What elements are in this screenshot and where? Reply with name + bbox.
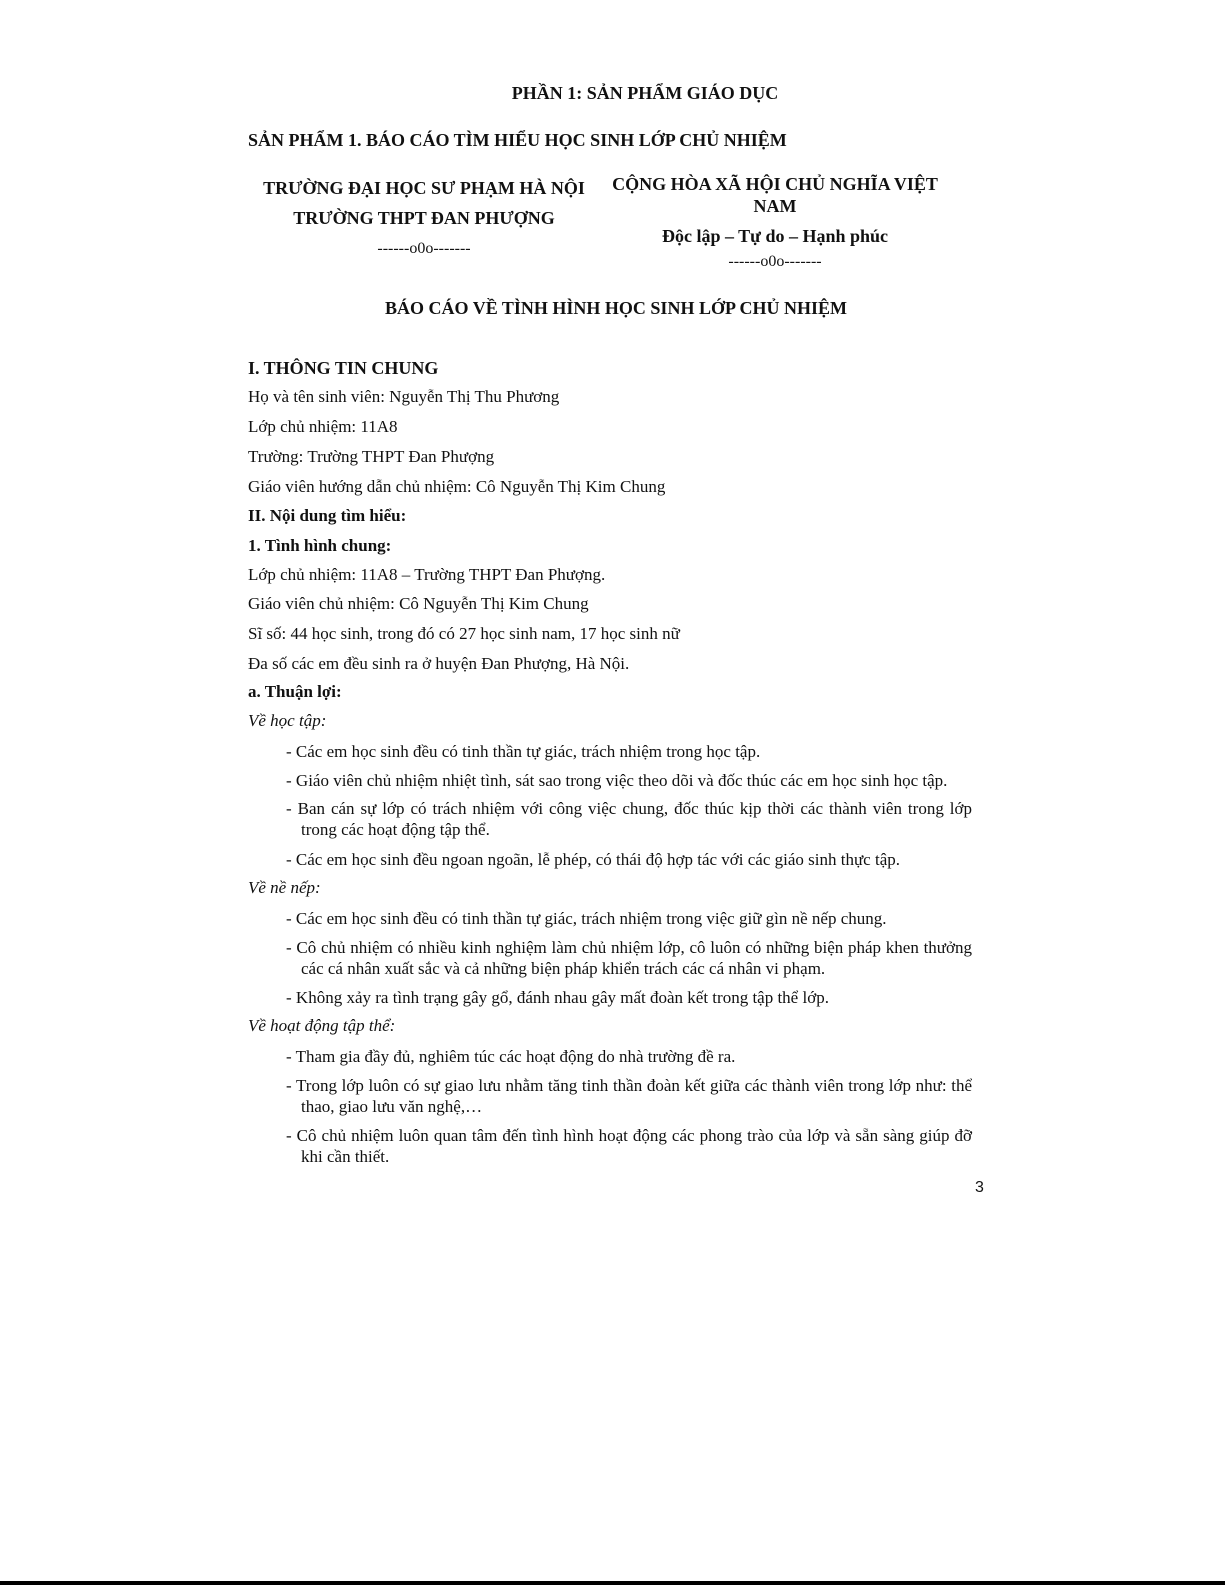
section2-heading: II. Nội dung tìm hiểu: — [248, 506, 407, 525]
school-line: Trường: Trường THPT Đan Phượng — [248, 447, 495, 466]
activity-label: Về hoạt động tập thể: — [248, 1016, 396, 1035]
list-item: - Trong lớp luôn có sự giao lưu nhằm tăng tinh thần đoàn kết giữa các thành viên trong lớp như: thể thao, giao lưu văn nghệ,… — [286, 1076, 972, 1116]
report-title: BÁO CÁO VỀ TÌNH HÌNH HỌC SINH LỚP CHỦ NHIỆM — [385, 298, 847, 318]
header-right-separator: ------o0o------- — [728, 253, 822, 270]
discipline-label: Về nề nếp: — [248, 878, 321, 897]
list-item: - Các em học sinh đều ngoan ngoãn, lễ phép, có thái độ hợp tác với các giáo sinh thực tập. — [286, 850, 900, 869]
origin-line: Đa số các em đều sinh ra ở huyện Đan Phượng, Hà Nội. — [248, 654, 630, 673]
university-name: TRƯỜNG ĐẠI HỌC SƯ PHẠM HÀ NỘI — [263, 178, 585, 198]
page-number: 3 — [975, 1179, 984, 1196]
header-right-block — [600, 173, 950, 271]
header-left-block — [240, 173, 608, 264]
list-item: - Không xảy ra tình trạng gây gổ, đánh nhau gây mất đoàn kết trong tập thể lớp. — [286, 988, 829, 1007]
list-item: - Cô chủ nhiệm có nhiều kinh nghiệm làm chủ nhiệm lớp, cô luôn có những biện pháp khen thưởng các cá nhân xuất sắc và cả những biện pháp khiển trách các cá nhân vi phạm. — [286, 938, 972, 978]
list-item: - Cô chủ nhiệm luôn quan tâm đến tình hình hoạt động các phong trào của lớp và sẵn sàng giúp đỡ khi cần thiết. — [286, 1126, 972, 1166]
class-size-line: Sĩ số: 44 học sinh, trong đó có 27 học sinh nam, 17 học sinh nữ — [248, 624, 680, 643]
student-name-line: Họ và tên sinh viên: Nguyễn Thị Thu Phương — [248, 387, 560, 406]
bottom-border — [0, 1581, 1225, 1585]
list-item: - Ban cán sự lớp có trách nhiệm với công việc chung, đốc thúc kịp thời các thành viên trong lớp trong các hoạt động tập thể. — [286, 799, 972, 839]
general-situation-heading: 1. Tình hình chung: — [248, 536, 392, 555]
class-line: Lớp chủ nhiệm: 11A8 — [248, 417, 398, 436]
section1-heading: I. THÔNG TIN CHUNG — [248, 358, 439, 378]
country-name-line1: CỘNG HÒA XÃ HỘI CHỦ NGHĨA VIỆT — [612, 174, 938, 194]
study-label: Về học tập: — [248, 711, 327, 730]
general-class-line: Lớp chủ nhiệm: 11A8 – Trường THPT Đan Phượng. — [248, 565, 606, 584]
list-item: - Các em học sinh đều có tinh thần tự giác, trách nhiệm trong học tập. — [286, 742, 761, 761]
list-item: - Các em học sinh đều có tinh thần tự giác, trách nhiệm trong việc giữ gìn nề nếp chung. — [286, 909, 887, 928]
national-motto: Độc lập – Tự do – Hạnh phúc — [661, 226, 889, 246]
supervisor-line: Giáo viên hướng dẫn chủ nhiệm: Cô Nguyễn Thị Kim Chung — [248, 477, 666, 496]
list-item: - Giáo viên chủ nhiệm nhiệt tình, sát sao trong việc theo dõi và đốc thúc các em học sinh học tập. — [286, 771, 948, 790]
list-item: - Tham gia đầy đủ, nghiêm túc các hoạt động do nhà trường đề ra. — [286, 1047, 736, 1066]
header-left-separator: ------o0o------- — [377, 240, 471, 257]
country-name-line2: NAM — [753, 196, 797, 216]
part-title: PHẦN 1: SẢN PHẨM GIÁO DỤC — [511, 83, 779, 103]
product-title: SẢN PHẨM 1. BÁO CÁO TÌM HIỂU HỌC SINH LỚP CHỦ NHIỆM — [248, 130, 787, 150]
school-name: TRƯỜNG THPT ĐAN PHƯỢNG — [293, 208, 555, 228]
general-teacher-line: Giáo viên chủ nhiệm: Cô Nguyễn Thị Kim Chung — [248, 594, 589, 613]
advantages-heading: a. Thuận lợi: — [248, 682, 342, 701]
